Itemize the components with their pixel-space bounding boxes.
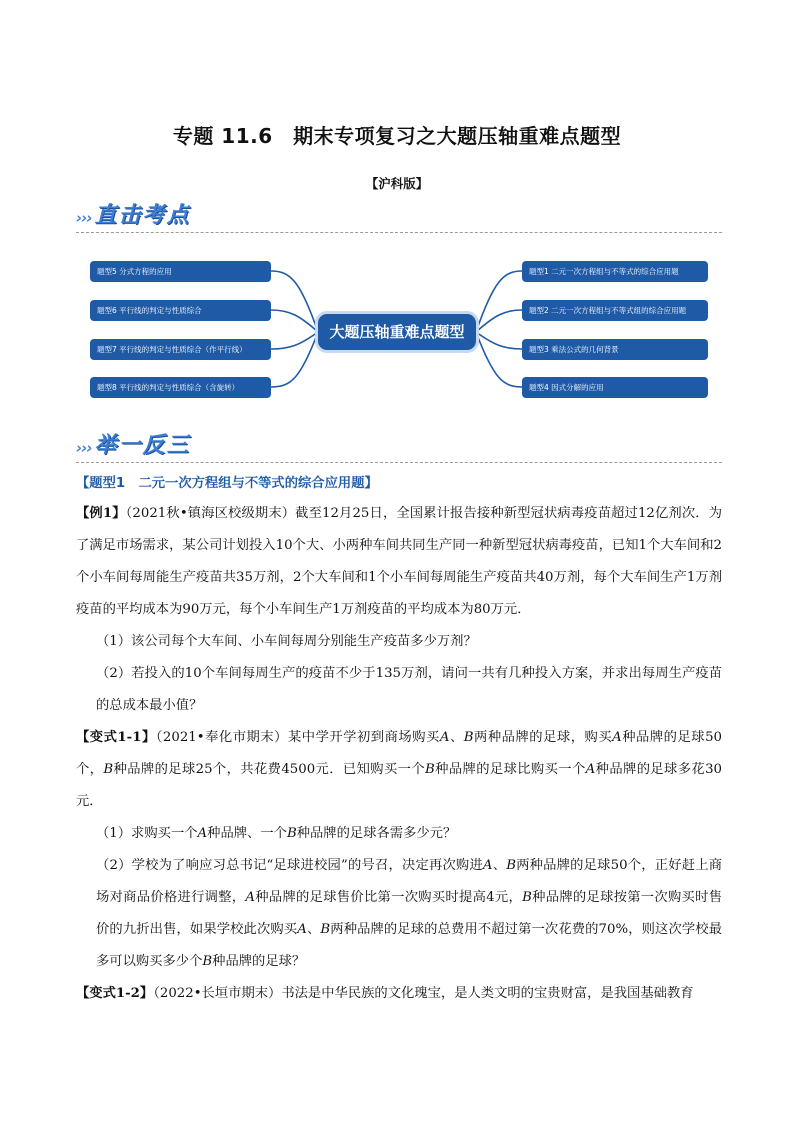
section-title-kaodian: 直击考点: [94, 203, 191, 228]
content-body: [76, 472, 722, 1010]
branch-line: [476, 271, 522, 332]
mindmap-node-type8: 题型8 平行线的判定与性质综合（含旋转）: [90, 377, 271, 398]
variant-1-2-label: 【变式1-2】: [76, 986, 154, 1001]
branch-line: [476, 332, 522, 349]
example-1-text: （2021秋•镇海区校级期末）截至12月25日，全国累计报告接种新型冠状病毒疫苗超过12亿剂次．为了满足市场需求，某公司计划投入10个大、小两种车间共同生产同一种新型冠状病毒疫苗，已知1个大车间和2个小车间每周能生产疫苗共35万剂，2个大车间和1个小车间每周能生产疫苗共40万剂，每个大车间生产1万剂疫苗的平均成本为90万元，每个小车间生产1万剂疫苗的平均成本为80万元．: [76, 506, 722, 617]
variant-1-2: [76, 978, 722, 1010]
arrows-icon: ›››: [76, 209, 92, 227]
mindmap-node-type5: 题型5 分式方程的应用: [90, 261, 271, 282]
branch-line: [271, 332, 318, 349]
branch-line: [271, 271, 318, 332]
branch-line: [271, 332, 318, 387]
example-1: [76, 498, 722, 626]
variant-1-2-text: （2022•长垣市期末）书法是中华民族的文化瑰宝，是人类文明的宝贵财富，是我国基础教育: [153, 986, 694, 1001]
variant-1-1-label: 【变式1-1】: [76, 730, 156, 745]
edition-label: 【沪科版】: [365, 176, 429, 191]
document-title: 专题 11.6 期末专项复习之大题压轴重难点题型: [172, 124, 622, 148]
mindmap-node-type4: 题型4 因式分解的应用: [522, 377, 708, 398]
mindmap-node-type7: 题型7 平行线的判定与性质综合（作平行线）: [90, 339, 271, 360]
variant-1-1: 【变式1-1】（2021•奉化市期末）某中学开学初到商场购买A、B两种品牌的足球，购买A种品牌的足球50个，B种品牌的足球25个，共花费4500元．已知购买一个B种品牌的足球比购买一个A种品牌的足球多花30元．: [76, 730, 723, 809]
variant-1-1-question-1: （1）求购买一个A种品牌、一个B种品牌的足球各需多少元？: [96, 826, 457, 841]
mindmap-center: 大题压轴重难点题型: [318, 314, 476, 350]
arrows-icon: ›››: [76, 439, 92, 457]
mindmap-node-type1: 题型1 二元一次方程组与不等式的综合应用题: [522, 261, 708, 282]
example-1-label: 【例1】: [76, 506, 126, 521]
branch-line: [476, 332, 522, 387]
mindmap-node-type2: 题型2 二元一次方程组与不等式组的综合应用题: [522, 300, 708, 321]
type1-heading: 【题型1 二元一次方程组与不等式的综合应用题】: [76, 476, 378, 491]
mindmap-node-type3: 题型3 乘法公式的几何背景: [522, 339, 708, 360]
section-header-juyi: [76, 430, 191, 460]
variant-1-1-question-2: （2）学校为了响应习总书记“足球进校园”的号召，决定再次购进A、B两种品牌的足球50个，正好赶上商场对商品价格进行调整，A种品牌的足球售价比第一次购买时提高4元，B种品牌的足球按第一次购买时售价的九折出售，如果学校此次购买A、B两种品牌的足球的总费用不超过第一次花费的70%，则这次学校最多可以购买多少个B种品牌的足球？: [96, 858, 723, 969]
section-divider: [76, 462, 722, 463]
mindmap-node-type6: 题型6 平行线的判定与性质综合: [90, 300, 271, 321]
section-title-juyi: 举一反三: [94, 433, 191, 458]
example-1-question-1: （1）该公司每个大车间、小车间每周分别能生产疫苗多少万剂？: [96, 634, 477, 649]
example-1-question-2: （2）若投入的10个车间每周生产的疫苗不少于135万剂，请问一共有几种投入方案，并求出每周生产疫苗的总成本最小值？: [96, 666, 722, 713]
